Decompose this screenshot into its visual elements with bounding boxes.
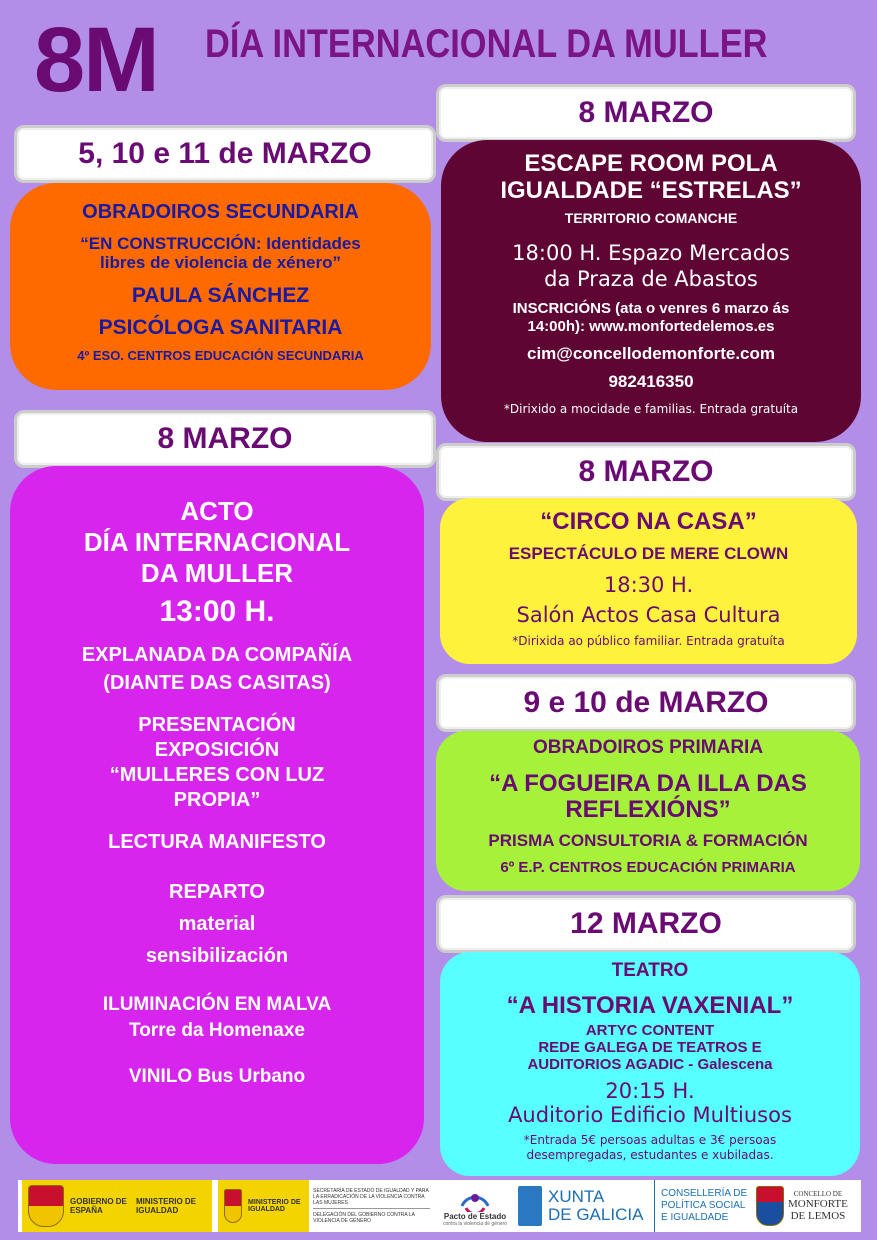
- program-item: REPARTO: [169, 881, 265, 903]
- program-item: sensibilización: [145, 945, 289, 967]
- event-place: Auditorio Edificio Multiusos: [508, 1103, 792, 1127]
- event-title-line: IGUALDADE “ESTRELAS”: [500, 177, 802, 204]
- event-title-line: “A FOGUEIRA DA ILLA DAS: [489, 770, 807, 797]
- event-time: 20:15 H.: [605, 1079, 695, 1103]
- program-item: ILUMINACIÓN EN MALVA: [102, 994, 332, 1015]
- event-card-circus: [440, 498, 857, 664]
- speaker-role: PSICÓLOGA SANITARIA: [98, 316, 343, 339]
- event-card-secondary-workshops: [10, 183, 431, 390]
- event-logo-8m: 8M: [34, 9, 158, 111]
- logo-text: Pacto de Estado: [443, 1211, 507, 1221]
- logo-text: MONFORTE: [788, 1198, 848, 1210]
- event-title-line: REFLEXIÓNS”: [565, 796, 731, 823]
- sponsor-logos-strip: [18, 1180, 861, 1232]
- date-label-orange: [14, 125, 436, 183]
- logo-text: DE GALICIA: [548, 1205, 644, 1224]
- logo-text: XUNTA: [548, 1187, 605, 1206]
- event-note: desempregadas, estudantes e xubiladas.: [526, 1148, 774, 1162]
- logo-concello-monforte: [756, 1180, 860, 1232]
- event-card-primary-workshops: [436, 731, 860, 891]
- event-place: Salón Actos Casa Cultura: [516, 603, 781, 627]
- event-title: “A HISTORIA VAXENIAL”: [506, 992, 794, 1019]
- organizer: TERRITORIO COMANCHE: [564, 210, 738, 226]
- speaker-name: PAULA SÁNCHEZ: [131, 284, 310, 307]
- pacto-circle-icon: [456, 1186, 494, 1212]
- event-title: “CIRCO NA CASA”: [540, 508, 757, 535]
- program-item: PROPIA”: [173, 789, 261, 811]
- page-title: DÍA INTERNACIONAL DA MULLER: [205, 22, 768, 66]
- logo-text: MINISTERIO DE IGUALDAD: [136, 1197, 197, 1215]
- xunta-emblem-icon: [518, 1186, 542, 1226]
- logo-text: SECRETARÍA DE ESTADO DE IGUALDAD Y PARA LA ERRADICACIÓN DE LA VIOLENCIA CONTRA LAS MUJERES: [313, 1188, 430, 1209]
- program-item: PRESENTACIÓN: [138, 714, 296, 736]
- logo-xunta-de-galicia: [518, 1180, 648, 1232]
- program-item: material: [178, 913, 256, 935]
- logo-text: E IGUALDADE: [661, 1212, 729, 1223]
- event-card-theatre: [440, 952, 860, 1176]
- date-text: 8 MARZO: [578, 455, 714, 488]
- event-subtitle: ESPECTÁCULO DE MERE CLOWN: [508, 544, 789, 563]
- event-time: 18:00 H. Espazo Mercados: [512, 241, 790, 265]
- organizer: PRISMA CONSULTORIA & FORMACIÓN: [488, 831, 808, 850]
- event-card-main-act: [10, 466, 424, 1164]
- event-title-line: ACTO: [180, 496, 254, 526]
- registration-info: 14:00h): www.monfortedelemos.es: [527, 318, 775, 335]
- program-item: “MULLERES CON LUZ: [109, 764, 325, 786]
- logo-text: CONSELLERÍA DE: [661, 1188, 748, 1199]
- event-time: 18:30 H.: [603, 573, 694, 597]
- spain-coat-of-arms-icon: [224, 1189, 242, 1223]
- logo-text: GOBIERNO DE ESPAÑA: [70, 1197, 127, 1215]
- company-line: ARTYC CONTENT: [585, 1022, 715, 1039]
- company-line: REDE GALEGA DE TEATROS E: [538, 1039, 762, 1056]
- logo-text: DELEGACIÓN DEL GOBIERNO CONTRA LA VIOLENCIA DE GÉNERO: [313, 1212, 415, 1224]
- logo-text: DE LEMOS: [790, 1210, 846, 1222]
- date-label-cyan: [436, 895, 856, 953]
- event-subtitle-line: libres de violencia de xénero”: [100, 253, 341, 272]
- date-label-green: [436, 674, 856, 732]
- program-item: Torre da Homenaxe: [129, 1020, 305, 1041]
- company-line: AUDITORIOS AGADIC - Galescena: [527, 1056, 773, 1073]
- event-heading: OBRADOIROS SECUNDARIA: [82, 201, 359, 223]
- program-item: LECTURA MANIFESTO: [108, 831, 326, 853]
- contact-email: cim@concellodemonforte.com: [526, 344, 775, 363]
- event-title-line: DÍA INTERNACIONAL: [83, 527, 351, 557]
- event-title-line: ESCAPE ROOM POLA: [524, 150, 778, 177]
- logo-text: POLÍTICA SOCIAL: [661, 1200, 746, 1211]
- logo-conselleria: [654, 1180, 754, 1232]
- event-place: da Praza de Abastos: [544, 267, 758, 291]
- logo-pacto-de-estado: [436, 1180, 514, 1232]
- contact-phone: 982416350: [608, 372, 694, 391]
- date-text: 8 MARZO: [157, 422, 293, 455]
- event-subtitle-line: “EN CONSTRUCCIÓN: Identidades: [80, 234, 361, 253]
- event-place: EXPLANADA DA COMPAÑÍA: [81, 644, 353, 666]
- event-time: 13:00 H.: [159, 595, 275, 628]
- event-note: *Entrada 5€ persoas adultas e 3€ persoas: [523, 1133, 777, 1147]
- logo-gobierno-ministerio: [22, 1180, 212, 1232]
- logo-text: contra la violencia de género: [443, 1220, 507, 1227]
- event-title-line: DA MULLER: [140, 558, 294, 588]
- logo-text: MINISTERIO DE IGUALDAD: [248, 1199, 301, 1213]
- event-heading: OBRADOIROS PRIMARIA: [532, 737, 764, 758]
- event-note: *Dirixido a mocidade e familias. Entrada gratuíta: [503, 402, 799, 416]
- date-text: 8 MARZO: [578, 96, 714, 129]
- audience: 4º ESO. CENTROS EDUCACIÓN SECUNDARIA: [77, 348, 364, 363]
- logo-text: CONCELLO DE: [793, 1190, 843, 1198]
- logo-ministerio-igualdad: [218, 1180, 430, 1232]
- date-text: 5, 10 e 11 de MARZO: [78, 137, 372, 170]
- date-text: 12 MARZO: [570, 907, 722, 940]
- date-label-magenta: [14, 410, 436, 468]
- date-label-maroon: [436, 84, 856, 142]
- date-label-yellow: [436, 443, 856, 501]
- program-item: EXPOSICIÓN: [154, 739, 280, 761]
- event-place: (DIANTE DAS CASITAS): [103, 672, 331, 694]
- registration-info: INSCRICIÓNS (ata o venres 6 marzo ás: [512, 300, 790, 317]
- date-text: 9 e 10 de MARZO: [523, 686, 769, 719]
- audience: 6º E.P. CENTROS EDUCACIÓN PRIMARIA: [500, 859, 796, 876]
- spain-coat-of-arms-icon: [28, 1185, 64, 1227]
- event-heading: TEATRO: [611, 960, 689, 981]
- monforte-shield-icon: [756, 1186, 784, 1226]
- program-item: VINILO Bus Urbano: [128, 1066, 306, 1087]
- event-card-escape-room: [441, 140, 861, 442]
- event-note: *Dirixida ao público familiar. Entrada gratuíta: [512, 634, 785, 648]
